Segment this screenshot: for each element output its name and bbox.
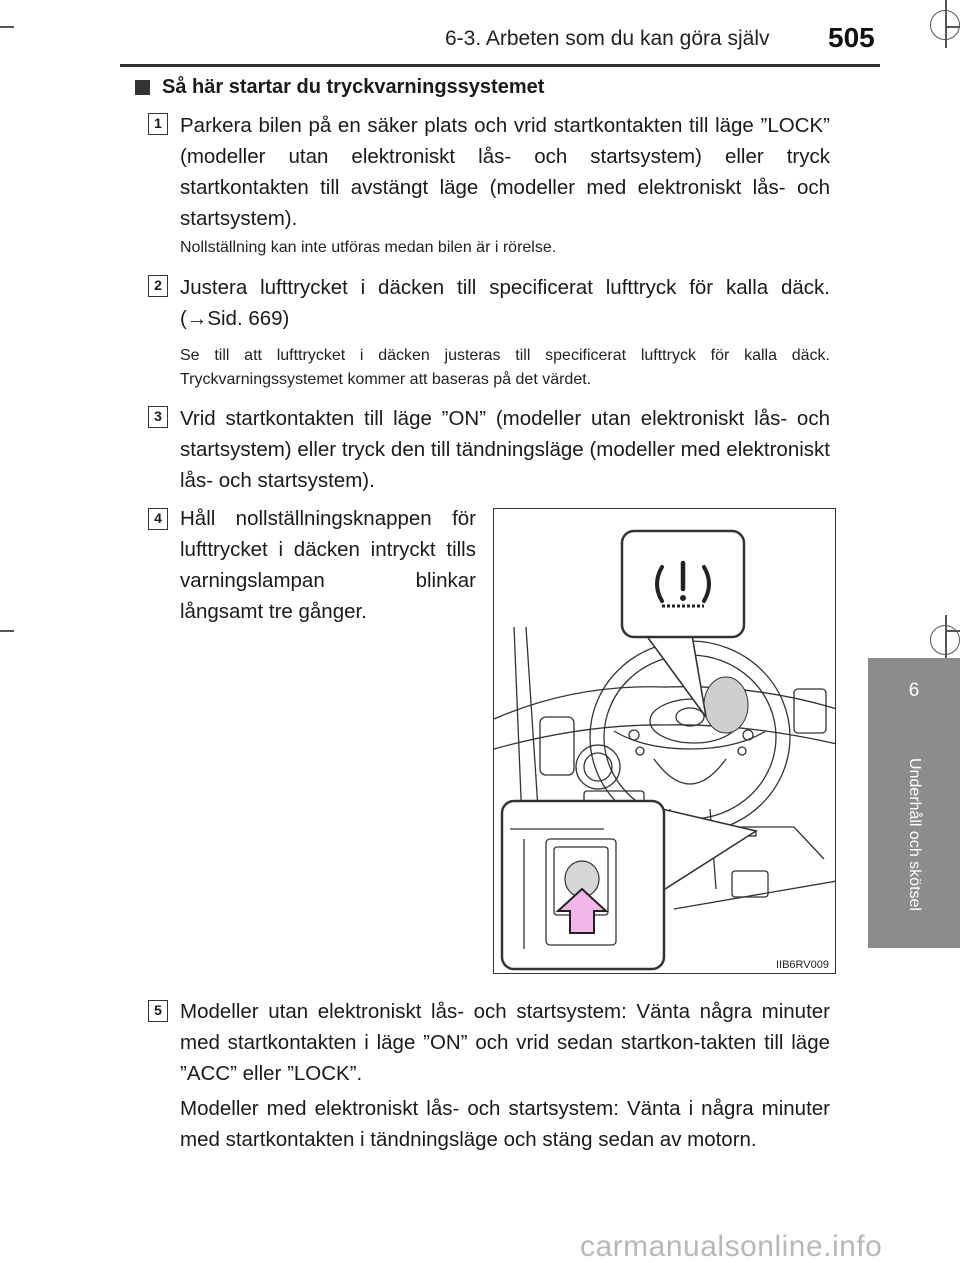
step-number-box: 5 [148, 1000, 168, 1022]
step-text: Parkera bilen på en säker plats och vrid startkontakten till läge ”LOCK” (modeller utan elektroniskt lås- och startsystem) eller tryck startkontakten till avstängt läge (modeller med elektroniskt lås- och startsystem). [180, 114, 830, 230]
step-text: Vrid startkontakten till läge ”ON” (modeller utan elektroniskt lås- och startsystem) eller tryck den till tändningsläge (modeller med elektroniskt lås- och startsystem). [180, 407, 830, 492]
footer-watermark: carmanualsonline.info [580, 1230, 883, 1263]
step-text: Justera lufttrycket i däcken till specificerat lufttryck för kalla däck. (→Sid. 669) [180, 276, 830, 330]
step-note: Se till att lufttrycket i däcken justeras till specificerat lufttryck för kalla däck. Tryckvarningssystemet kommer att baseras på det värdet. [180, 347, 830, 388]
chapter-side-tab [868, 658, 960, 948]
step-text: Håll nollställningsknappen för lufttrycket i däcken intryckt tills varningslampan blinkar långsamt tre gånger. [180, 507, 476, 623]
crop-mark [0, 26, 14, 28]
chapter-number: 6 [908, 680, 920, 701]
square-bullet-icon [135, 80, 150, 95]
section-heading [135, 76, 544, 99]
step-number-box: 1 [148, 113, 168, 135]
step-number-box: 2 [148, 275, 168, 297]
illustration-code: IIB6RV009 [775, 959, 829, 971]
chapter-title: Underhåll och skötsel [906, 758, 923, 911]
dashboard-illustration [493, 508, 836, 974]
page-number: 505 [828, 22, 875, 53]
crop-mark [945, 0, 947, 48]
step-number-box: 4 [148, 508, 168, 530]
step-text-secondary: Modeller med elektroniskt lås- och startsystem: Vänta i några minuter med startkontakten i tändningsläge och stäng sedan av motorn. [180, 1097, 830, 1151]
header-rule [120, 64, 880, 67]
section-heading-text: Så här startar du tryckvarningssystemet [162, 76, 545, 98]
step-note: Nollställning kan inte utföras medan bilen är i rörelse. [180, 239, 557, 256]
crop-mark [0, 630, 14, 632]
running-header-section: 6-3. Arbeten som du kan göra själv [445, 27, 770, 50]
dashboard-drawing [494, 509, 836, 974]
step-number-box: 3 [148, 406, 168, 428]
step-text: Modeller utan elektroniskt lås- och startsystem: Vänta några minuter med startkontakten i läge ”ON” och vrid sedan startkon-takten till läge ”ACC” eller ”LOCK”. [180, 1000, 830, 1085]
chapter-title-wrap [902, 758, 926, 938]
